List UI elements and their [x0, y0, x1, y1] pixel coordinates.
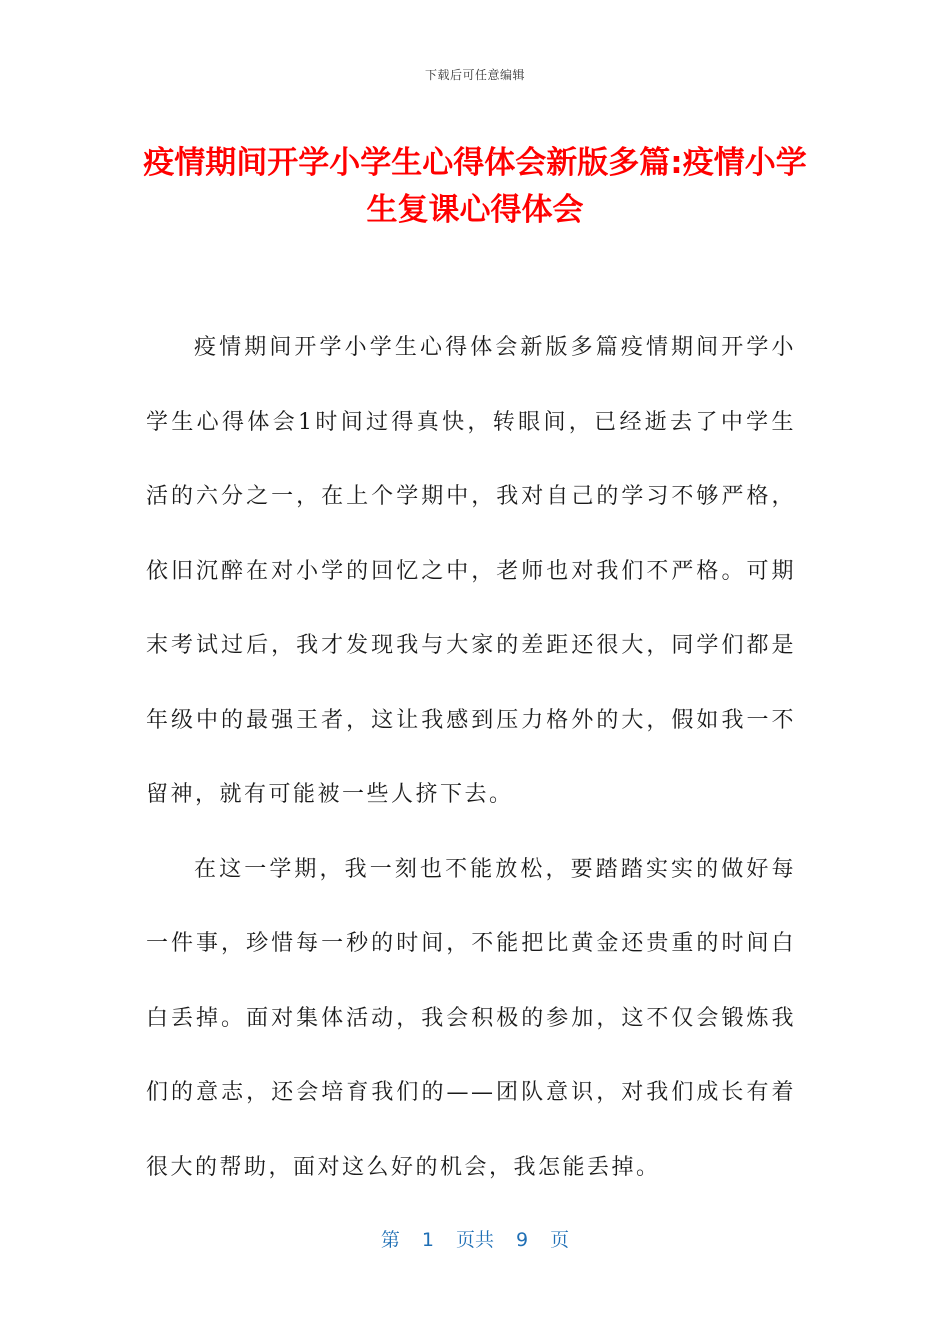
page-header-note: 下载后可任意编辑: [424, 68, 525, 82]
footer-middle: 页共: [455, 1229, 494, 1251]
body-paragraph-2: 在这一学期，我一刻也不能放松，要踏踏实实的做好每一件事，珍惜每一秒的时间，不能把比黄金还贵重的时间白白丢掉。面对集体活动，我会积极的参加，这不仅会锻炼我们的意志，还会培育我们的——团队意识，对我们成长有着很大的帮助，面对这么好的机会，我怎能丢掉。: [146, 856, 796, 1180]
footer-current-page: 1: [421, 1229, 434, 1251]
body-paragraph-1: 疫情期间开学小学生心得体会新版多篇疫情期间开学小学生心得体会1时间过得真快，转眼间，已经逝去了中学生活的六分之一，在上个学期中，我对自己的学习不够严格，依旧沉醉在对小学的回忆之中，老师也对我们不严格。可期末考试过后，我才发现我与大家的差距还很大，同学们都是年级中的最强王者，这让我感到压力格外的大，假如我一不留神，就有可能被一些人挤下去。: [146, 335, 796, 807]
footer-suffix: 页: [550, 1229, 570, 1251]
footer-prefix: 第: [380, 1229, 400, 1251]
document-body: [146, 311, 796, 1205]
page-footer: [0, 1225, 950, 1252]
document-title: 疫情期间开学小学生心得体会新版多篇:疫情小学生复课心得体会: [143, 145, 807, 228]
footer-total-pages: 9: [516, 1229, 529, 1251]
